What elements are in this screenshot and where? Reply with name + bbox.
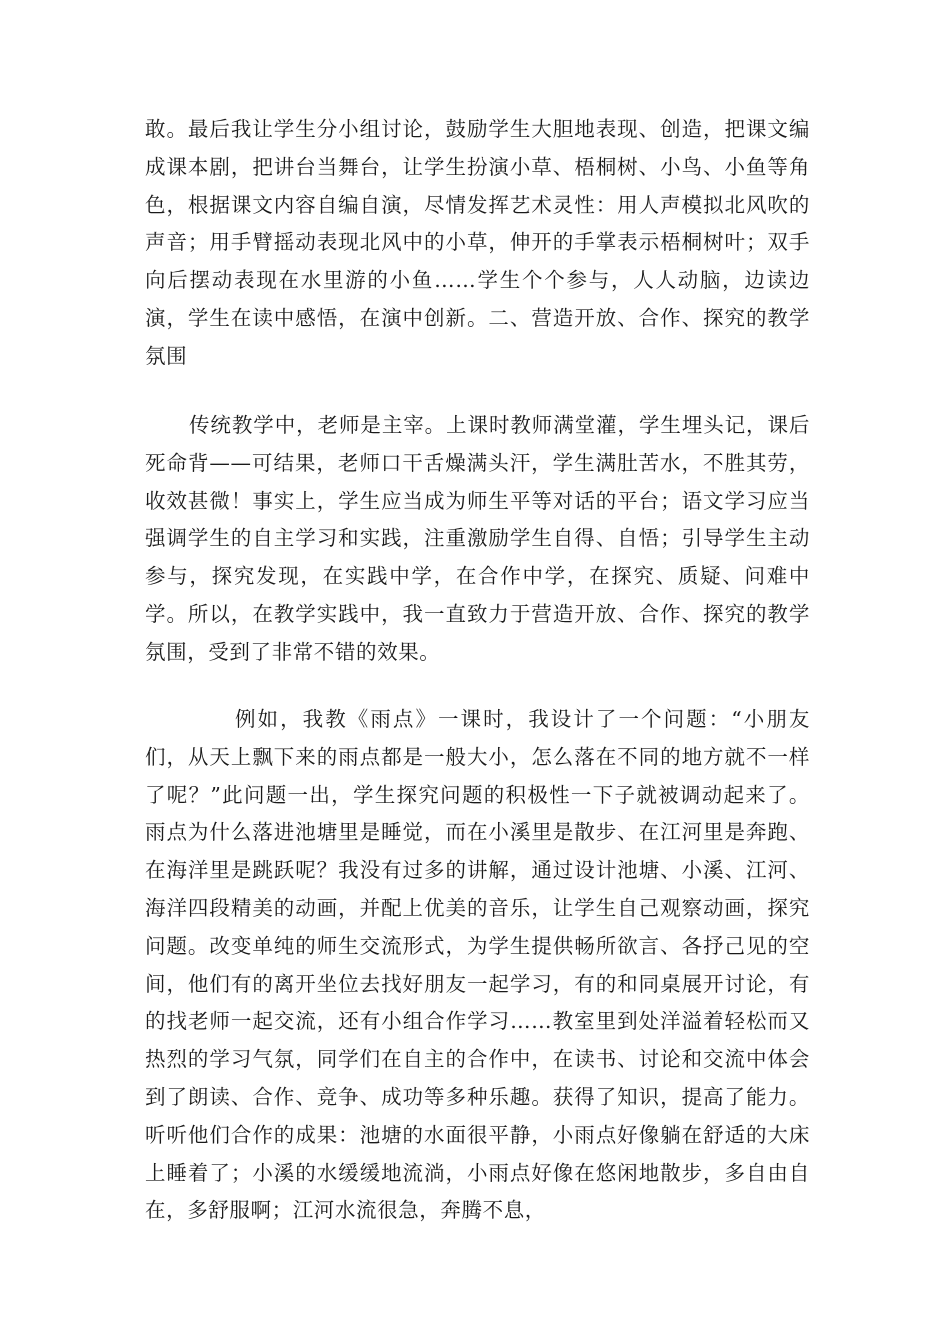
- paragraph-3: 例如，我教《雨点》一课时，我设计了一个问题：“小朋友们，从天上飘下来的雨点都是一般大小，怎么落在不同的地方就不一样了呢？”此问题一出，学生探究问题的积极性一下子就被调动起来了。雨点为什么落进池塘里是睡觉，而在小溪里是散步、在江河里是奔跑、在海洋里是跳跃呢？我没有过多的讲解，通过设计池塘、小溪、江河、海洋四段精美的动画，并配上优美的音乐，让学生自己观察动画，探究问题。改变单纯的师生交流形式，为学生提供畅所欲言、各抒己见的空间，他们有的离开坐位去找好朋友一起学习，有的和同桌展开讨论，有的找老师一起交流，还有小组合作学习……教室里到处洋溢着轻松而又热烈的学习气氛，同学们在自主的合作中，在读书、讨论和交流中体会到了朗读、合作、竞争、成功等多种乐趣。获得了知识，提高了能力。听听他们合作的成果：池塘的水面很平静，小雨点好像躺在舒适的大床上睡着了；小溪的水缓缓地流淌，小雨点好像在悠闲地散步，多自由自在，多舒服啊；江河水流很急，奔腾不息，: [145, 707, 810, 1223]
- paragraph-2: 传统教学中，老师是主宰。上课时教师满堂灌，学生埋头记，课后死命背——可结果，老师口干舌燥满头汗，学生满肚苦水，不胜其劳，收效甚微！事实上，学生应当成为师生平等对话的平台；语文学习应当强调学生的自主学习和实践，注重激励学生自得、自悟；引导学生主动参与，探究发现，在实践中学，在合作中学，在探究、质疑、问难中学。所以，在教学实践中，我一直致力于营造开放、合作、探究的教学氛围，受到了非常不错的效果。: [145, 413, 810, 664]
- paragraph-1: 敢。最后我让学生分小组讨论，鼓励学生大胆地表现、创造，把课文编成课本剧，把讲台当舞台，让学生扮演小草、梧桐树、小鸟、小鱼等角色，根据课文内容自编自演，尽情发挥艺术灵性：用人声模拟北风吹的声音；用手臂摇动表现北风中的小草，伸开的手掌表示梧桐树叶；双手向后摆动表现在水里游的小鱼……学生个个参与，人人动脑，边读边演，学生在读中感悟，在演中创新。二、营造开放、合作、探究的教学氛围: [145, 117, 810, 368]
